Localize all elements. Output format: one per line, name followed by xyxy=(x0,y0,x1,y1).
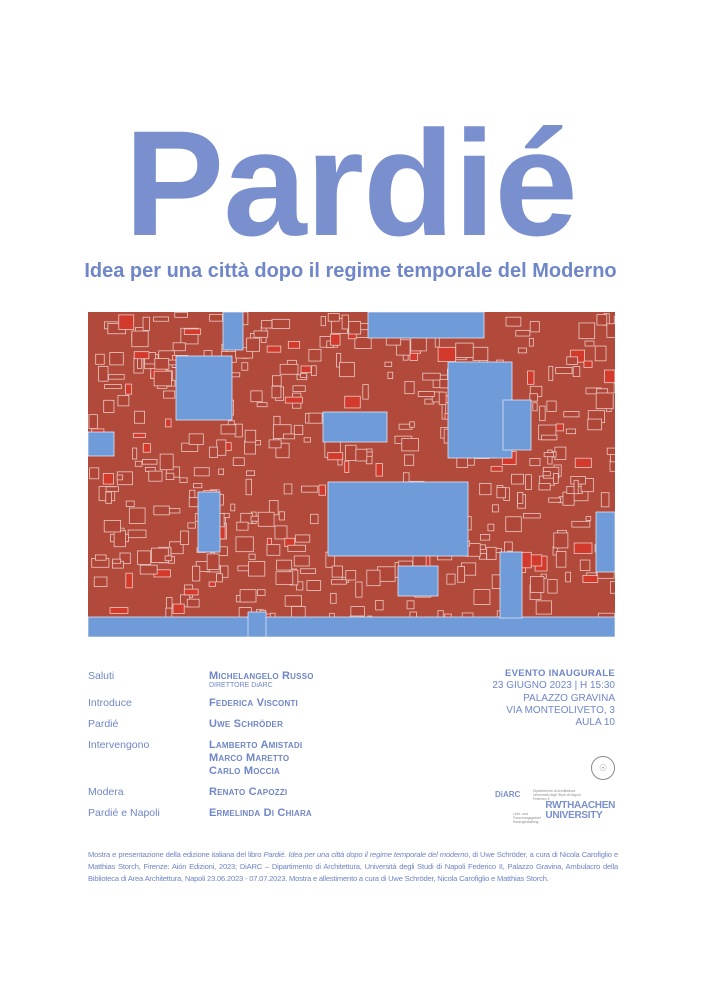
map-block xyxy=(110,608,128,614)
map-block xyxy=(331,334,340,345)
map-block xyxy=(556,424,563,431)
map-block xyxy=(295,535,309,542)
map-block xyxy=(288,341,299,348)
map-block xyxy=(597,572,614,579)
map-block xyxy=(133,433,145,437)
map-block xyxy=(294,556,309,566)
map-block xyxy=(280,364,298,374)
map-block xyxy=(487,547,496,559)
program-speaker: Federica Visconti xyxy=(209,697,298,709)
program-speaker: Lamberto Amistadi xyxy=(209,739,303,751)
map-block xyxy=(90,468,99,479)
map-block xyxy=(96,354,105,364)
program-speaker: Ermelinda Di Chiara xyxy=(209,807,312,819)
map-block xyxy=(573,367,580,377)
map-block xyxy=(614,383,615,392)
map-block xyxy=(283,434,294,439)
map-block xyxy=(319,485,325,495)
map-block xyxy=(269,440,281,448)
map-block xyxy=(530,576,543,592)
map-block xyxy=(154,371,171,386)
map-block xyxy=(99,366,108,381)
map-block xyxy=(118,395,129,405)
map-block xyxy=(574,543,592,554)
map-block xyxy=(604,370,614,383)
lab-logo-text: Lehr- und Forschungsgebiet Raumgestaltung xyxy=(513,812,541,824)
map-block xyxy=(126,501,134,506)
map-block xyxy=(528,371,534,384)
map-block xyxy=(566,572,571,582)
map-block xyxy=(579,323,595,339)
map-block xyxy=(258,590,266,596)
program-role: Modera xyxy=(88,786,124,798)
map-block xyxy=(184,589,198,595)
map-block xyxy=(104,400,114,412)
program-role: Pardié xyxy=(88,718,119,730)
map-block xyxy=(285,596,301,607)
map-public-space xyxy=(500,552,522,618)
map-block xyxy=(233,458,244,466)
map-block xyxy=(175,312,188,317)
map-block xyxy=(267,545,280,556)
map-block xyxy=(376,464,382,477)
map-block xyxy=(438,347,456,361)
map-public-space xyxy=(596,512,615,572)
map-block xyxy=(275,526,287,539)
map-block xyxy=(310,514,318,523)
map-block xyxy=(126,384,132,394)
map-block xyxy=(257,403,267,407)
map-block xyxy=(180,478,187,483)
map-block xyxy=(530,322,539,332)
map-block xyxy=(166,598,172,609)
program-speaker-note: DIRETTORE DiARC xyxy=(209,682,273,689)
map-block xyxy=(135,411,145,423)
map-block xyxy=(536,601,551,614)
map-block xyxy=(285,397,302,403)
map-block xyxy=(301,373,307,377)
map-block xyxy=(367,570,380,586)
map-block xyxy=(438,611,443,618)
map-block xyxy=(288,545,306,551)
university-seal-icon: ☉ xyxy=(591,756,615,780)
program-role: Intervengono xyxy=(88,739,150,751)
program-speaker: Uwe Schröder xyxy=(209,718,284,730)
map-block xyxy=(301,569,316,574)
map-block xyxy=(128,530,146,538)
map-block xyxy=(221,425,236,434)
map-block xyxy=(245,441,256,454)
map-block xyxy=(405,382,414,394)
map-block xyxy=(345,396,361,408)
map-block xyxy=(210,314,223,321)
map-block xyxy=(184,329,200,335)
map-block xyxy=(193,566,200,581)
poster-subtitle: Idea per una città dopo il regime temporale del Moderno xyxy=(84,260,617,282)
event-info xyxy=(492,668,615,729)
program-role: Introduce xyxy=(88,697,132,709)
map-block xyxy=(351,607,364,617)
map-public-space xyxy=(223,312,243,350)
map-block xyxy=(385,362,392,366)
map-block xyxy=(575,458,591,467)
map-block xyxy=(304,438,310,442)
map-block xyxy=(342,315,348,329)
map-block xyxy=(525,475,531,490)
map-block xyxy=(302,486,318,492)
map-block xyxy=(165,556,172,561)
map-block xyxy=(137,551,150,564)
map-block xyxy=(311,366,316,376)
map-block xyxy=(154,506,169,515)
event-place: PALAZZO GRAVINA xyxy=(523,692,615,704)
map-block xyxy=(160,454,173,470)
map-block xyxy=(543,472,550,476)
map-block xyxy=(129,508,145,523)
map-block xyxy=(566,429,575,434)
map-block xyxy=(553,473,558,483)
footer-text-after: , di Uwe Schröder, a cura di Nicola Carofiglio e Matthias Storch, Firenze: Aión Edizioni, 2023; DiARC – Dipartimento di Architettura, Università degli Studi di Napoli Federico II, Palazzo Gravina, Ambulacro della Biblioteca di Area Architettura, Napoli 23.06.2023 - 07.07.2023. Mostra e allestimento a cura di Uwe Schröder, Nicola Carofiglio e Matthias Storch. xyxy=(88,849,618,883)
map-block xyxy=(349,322,361,334)
map-block xyxy=(413,555,426,566)
map-block xyxy=(584,361,592,367)
map-block xyxy=(491,466,502,471)
map-block xyxy=(189,434,203,445)
map-block xyxy=(614,317,615,324)
map-block xyxy=(410,422,415,427)
event-room: AULA 10 xyxy=(575,717,615,729)
map-block xyxy=(340,362,355,376)
event-date: 23 GIUGNO 2023 | H 15:30 xyxy=(492,680,615,692)
map-block xyxy=(134,352,149,359)
map-block xyxy=(143,444,150,453)
event-address: VIA MONTEOLIVETO, 3 xyxy=(506,704,615,716)
city-plan-map xyxy=(88,312,615,637)
map-block xyxy=(574,480,578,493)
map-block xyxy=(276,572,293,585)
map-block xyxy=(294,425,302,434)
rwth-logo xyxy=(545,801,615,821)
map-block xyxy=(207,554,219,570)
map-block xyxy=(126,573,133,588)
map-block xyxy=(346,571,356,580)
map-block xyxy=(607,324,615,338)
rwth-logo-line2: UNIVERSITY xyxy=(545,810,603,821)
map-block xyxy=(188,523,196,528)
map-block xyxy=(246,479,252,495)
map-block xyxy=(133,448,137,459)
map-block xyxy=(155,359,169,370)
map-block xyxy=(518,492,523,503)
map-block xyxy=(293,386,305,392)
map-block xyxy=(166,419,172,427)
map-block xyxy=(363,385,368,399)
map-block xyxy=(554,533,568,548)
map-block xyxy=(356,449,367,461)
map-block xyxy=(488,524,494,531)
map-block xyxy=(402,438,419,450)
map-block xyxy=(607,448,615,454)
map-block xyxy=(331,580,346,585)
map-block xyxy=(544,453,553,457)
footer-credits xyxy=(88,849,618,885)
map-block xyxy=(588,419,602,430)
map-block xyxy=(247,338,260,351)
map-block xyxy=(95,555,106,560)
map-block xyxy=(106,492,112,503)
map-block xyxy=(231,504,235,511)
map-block xyxy=(149,471,162,481)
map-block xyxy=(143,317,149,330)
program-role: Pardié e Napoli xyxy=(88,807,160,819)
map-block xyxy=(187,599,199,607)
map-block xyxy=(328,314,339,322)
poster-title: Pardié xyxy=(124,99,577,267)
map-block xyxy=(114,531,125,547)
map-block xyxy=(473,347,488,360)
map-block xyxy=(249,561,265,576)
map-block xyxy=(595,346,606,361)
map-block xyxy=(109,375,125,380)
map-block xyxy=(321,317,325,326)
map-public-space xyxy=(323,412,387,442)
map-block xyxy=(439,392,446,405)
map-block xyxy=(328,453,343,460)
map-block xyxy=(273,376,282,386)
map-block xyxy=(242,363,248,371)
map-block xyxy=(456,343,473,357)
map-block xyxy=(555,447,566,459)
map-block xyxy=(549,498,561,502)
program-role: Saluti xyxy=(88,670,115,682)
map-block xyxy=(104,520,120,532)
map-block xyxy=(548,580,557,593)
map-public-space xyxy=(88,432,114,456)
map-block xyxy=(564,412,579,417)
map-block xyxy=(119,315,134,330)
map-public-space xyxy=(503,400,531,450)
map-block xyxy=(173,604,184,614)
map-block xyxy=(135,461,142,466)
map-block xyxy=(246,471,254,476)
map-block xyxy=(533,403,537,411)
program-speaker: Carlo Moccia xyxy=(209,765,281,777)
map-block xyxy=(523,514,540,518)
map-block xyxy=(240,590,256,602)
map-block xyxy=(284,484,292,494)
map-block xyxy=(140,565,157,574)
map-block xyxy=(585,341,594,346)
map-block xyxy=(132,331,148,347)
map-block xyxy=(272,319,290,328)
map-block xyxy=(217,574,223,582)
map-block xyxy=(117,475,123,480)
map-block xyxy=(194,468,209,476)
map-block xyxy=(166,473,174,479)
map-block xyxy=(89,415,97,429)
map-block xyxy=(193,484,201,488)
map-block xyxy=(113,559,121,563)
map-block xyxy=(258,512,274,526)
map-block xyxy=(458,566,465,582)
map-block xyxy=(236,537,253,552)
map-block xyxy=(346,445,357,460)
map-public-space xyxy=(248,612,266,637)
map-block xyxy=(345,461,349,472)
map-block xyxy=(173,343,185,351)
map-block xyxy=(492,505,498,512)
map-block xyxy=(219,469,224,474)
map-block xyxy=(262,321,272,328)
map-block xyxy=(549,366,553,380)
diarc-logo: DiARC xyxy=(495,790,521,799)
map-block xyxy=(180,531,188,545)
map-public-space xyxy=(176,356,232,420)
map-block xyxy=(506,317,521,326)
map-block xyxy=(407,601,414,609)
map-block xyxy=(583,575,598,582)
map-block xyxy=(307,581,321,591)
city-plan-graphic xyxy=(88,312,615,637)
map-block xyxy=(142,459,157,464)
map-block xyxy=(518,348,526,353)
map-block xyxy=(418,392,434,397)
map-block xyxy=(539,484,550,490)
map-block xyxy=(164,391,175,398)
map-block xyxy=(563,492,574,505)
map-block xyxy=(497,488,506,498)
map-block xyxy=(596,393,613,409)
map-block xyxy=(251,391,262,402)
logos-block xyxy=(495,756,615,828)
map-block xyxy=(272,386,281,398)
map-block xyxy=(309,349,321,361)
program-speaker: Renato Capozzi xyxy=(209,786,288,798)
map-block xyxy=(403,473,409,482)
map-block xyxy=(103,474,113,485)
map-block xyxy=(474,590,490,605)
map-block xyxy=(547,401,556,411)
map-block xyxy=(277,560,292,570)
map-block xyxy=(540,406,546,421)
map-block xyxy=(529,338,533,346)
map-block xyxy=(556,368,572,374)
map-block xyxy=(332,566,342,577)
map-block xyxy=(512,474,524,484)
map-block xyxy=(586,516,591,520)
program-speaker: Michelangelo Russo xyxy=(209,670,314,682)
map-block xyxy=(530,458,540,465)
map-block xyxy=(567,357,578,365)
map-public-space xyxy=(88,617,615,637)
map-block xyxy=(94,577,107,586)
footer-book-title: Pardié. Idea per una città dopo il regime temporale del moderno xyxy=(263,849,469,859)
map-public-space xyxy=(198,492,220,552)
map-block xyxy=(542,435,557,440)
map-block xyxy=(611,581,615,593)
map-block xyxy=(556,551,566,567)
event-heading: EVENTO INAUGURALE xyxy=(505,668,615,679)
map-public-space xyxy=(398,566,438,596)
map-block xyxy=(154,317,169,321)
rwth-logo-line1: RWTHAACHEN xyxy=(545,800,615,811)
map-block xyxy=(267,346,281,352)
map-block xyxy=(217,440,226,455)
map-block xyxy=(309,413,322,423)
map-block xyxy=(447,574,455,584)
map-block xyxy=(516,331,530,336)
program-speaker: Marco Maretto xyxy=(209,752,290,764)
map-block xyxy=(241,513,253,523)
map-block xyxy=(249,554,255,559)
footer-text-before: Mostra e presentazione della edizione italiana del libro xyxy=(88,849,264,859)
map-block xyxy=(355,338,371,349)
map-public-space xyxy=(328,482,468,556)
map-block xyxy=(331,593,336,603)
map-block xyxy=(237,522,248,530)
diarc-description: Dipartimento di Architettura Università degli Studi di Napoli Federico II xyxy=(533,789,581,801)
map-block xyxy=(601,493,609,507)
map-block xyxy=(254,331,268,337)
map-block xyxy=(301,366,311,373)
map-block xyxy=(209,447,217,457)
map-block xyxy=(279,512,284,520)
map-block xyxy=(209,582,215,586)
map-block xyxy=(110,353,124,365)
map-block xyxy=(388,372,393,378)
map-block xyxy=(105,385,122,389)
map-block xyxy=(404,455,413,465)
map-block xyxy=(480,483,491,494)
map-block xyxy=(356,582,362,597)
map-public-space xyxy=(368,312,484,338)
map-public-space xyxy=(448,362,512,458)
map-block xyxy=(423,373,440,380)
map-block xyxy=(480,534,489,540)
map-block xyxy=(245,430,256,442)
map-block xyxy=(106,487,119,492)
map-block xyxy=(597,315,607,326)
map-block xyxy=(580,560,590,570)
map-block xyxy=(506,517,522,532)
map-block xyxy=(572,521,590,527)
map-block xyxy=(376,600,383,609)
